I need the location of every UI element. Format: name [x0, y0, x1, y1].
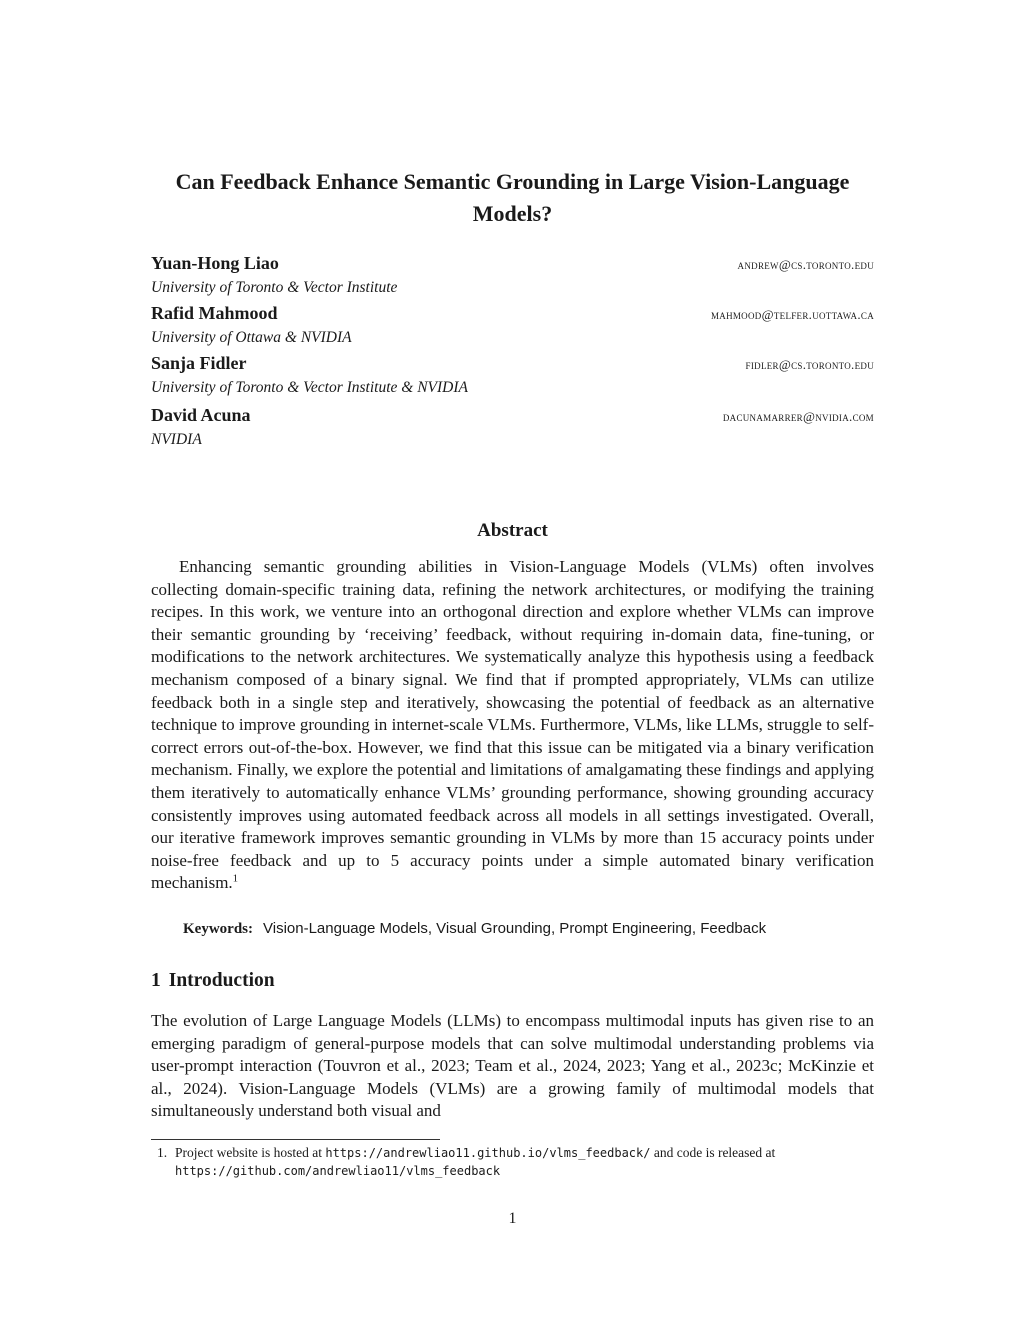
author-affiliation: University of Toronto & Vector Institute & NVIDIA	[151, 379, 469, 396]
author-email[interactable]: fidler@cs.toronto.edu	[745, 357, 874, 372]
author-email[interactable]: mahmood@telfer.uottawa.ca	[710, 307, 874, 322]
author-email[interactable]: andrew@cs.toronto.edu	[737, 257, 874, 272]
footnote-text: and code is released at	[650, 1145, 776, 1160]
keywords-text: Vision-Language Models, Visual Grounding, Prompt Engineering, Feedback	[263, 920, 767, 937]
author-entry	[151, 303, 874, 349]
project-website-link[interactable]: https://andrewliao11.github.io/vlms_feedback/	[325, 1146, 651, 1160]
footnote-mark[interactable]: 1	[232, 872, 239, 885]
author-affiliation: University of Toronto & Vector Institute	[151, 279, 398, 296]
author-email[interactable]: dacunamarrer@nvidia.com	[722, 409, 874, 424]
author-entry	[151, 353, 874, 399]
author-affiliation: NVIDIA	[151, 431, 202, 448]
keywords-label: Keywords:	[183, 921, 253, 937]
code-repo-link[interactable]: https://github.com/andrewliao11/vlms_feedback	[175, 1164, 501, 1178]
abstract-text: Enhancing semantic grounding abilities in Vision-Language Models (VLMs) often involves collecting domain-specific training data, refining the network architectures, or modifying the training recipes. In this work, we venture into an orthogonal direction and explore whether VLMs can improve their semantic grounding by ‘receiving’ feedback, without requiring in-domain data, fine-tuning, or modifications to the network architectures. We systematically analyze this hypothesis using a feedback mechanism composed of a binary signal. We find that if prompted appropriately, VLMs can utilize feedback both in a single step and iteratively, showcasing the potential of feedback as an alternative technique to improve grounding in internet-scale VLMs. Furthermore, VLMs, like LLMs, struggle to self-correct errors out-of-the-box. However, we find that this issue can be mitigated via a binary verification mechanism. Finally, we explore the potential and limitations of amalgamating these findings and applying them iteratively to automatically enhance VLMs’ grounding performance, showing grounding accuracy consistently improves using automated feedback across all models in all settings investigated. Overall, our iterative framework improves semantic grounding in VLMs by more than 15 accuracy points under noise-free feedback and up to 5 accuracy points under a simple automated binary verification mechanism.	[151, 557, 874, 893]
section-title: Introduction	[168, 970, 275, 991]
paper-page	[151, 0, 874, 1325]
footnote-number: 1.	[157, 1145, 168, 1160]
author-name: Yuan-Hong Liao	[151, 253, 279, 273]
section-heading	[151, 970, 275, 992]
author-entry	[151, 405, 874, 451]
author-name: Rafid Mahmood	[151, 303, 278, 323]
footnote	[151, 1144, 874, 1180]
author-name: Sanja Fidler	[151, 353, 247, 373]
footnote-text: Project website is hosted at	[175, 1145, 326, 1160]
abstract-heading: Abstract	[477, 520, 548, 541]
author-affiliation: University of Ottawa & NVIDIA	[151, 329, 352, 346]
section-number: 1	[151, 970, 161, 991]
intro-paragraph: The evolution of Large Language Models (LLMs) to encompass multimodal inputs has given rise to an emerging paradigm of general-purpose models that can solve multimodal understanding problems via user-prompt interaction (Touvron et al., 2023; Team et al., 2024, 2023; Yang et al., 2023c; McKinzie et al., 2024). Vision-Language Models (VLMs) are a growing family of multimodal models that simultaneously understand both visual and	[151, 1011, 874, 1121]
abstract-body	[151, 556, 874, 895]
paper-title: Can Feedback Enhance Semantic Grounding in Large Vision-Language Models?	[175, 169, 850, 226]
author-name: David Acuna	[151, 405, 251, 425]
keywords-line	[183, 920, 883, 938]
footnote-divider	[151, 1139, 440, 1140]
page-number: 1	[508, 1210, 517, 1227]
author-entry	[151, 253, 874, 299]
author-block	[151, 253, 874, 455]
